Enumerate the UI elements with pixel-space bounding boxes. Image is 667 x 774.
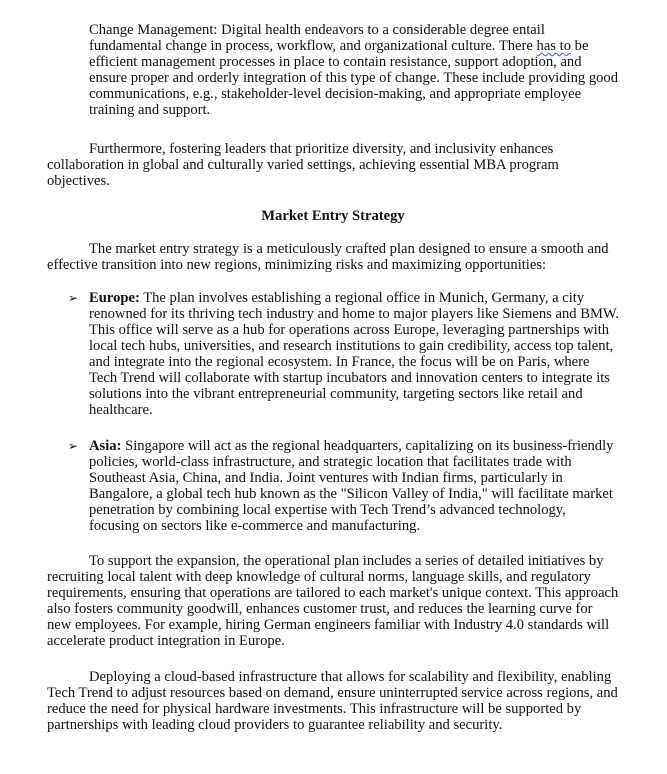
furthermore-paragraph: Furthermore, fostering leaders that prioritize diversity, and inclusivity enhances collaboration in global and culturally varied settings, achieving essential MBA program objectives. xyxy=(47,141,559,189)
grammar-flagged-phrase[interactable]: has to xyxy=(536,38,571,54)
change-management-paragraph xyxy=(89,22,619,118)
cloud-infrastructure-paragraph: Deploying a cloud-based infrastructure that allows for scalability and flexibility, enabling Tech Trend to adjust resources based on demand, ensure uninterrupted service across regions, and reduce the need for physical hardware investments. This infrastructure will be supported by partnerships with leading cloud providers to guarantee reliability and security. xyxy=(47,669,618,733)
bullet-body-europe: The plan involves establishing a regional office in Munich, Germany, a city renowned for its thriving tech industry and home to major players like Siemens and BMW. This office will serve as a hub for operations across Europe, leveraging partnerships with local tech hubs, universities, and research institutions to gain credibility, access top talent, and integrate into the regional ecosystem. In France, the focus will be on Paris, where Tech Trend will collaborate with startup incubators and innovation centers to integrate its solutions into the vibrant entrepreneurial community, targeting sectors like retail and healthcare. xyxy=(89,290,620,418)
change-management-lead: Change Management: Digital health endeavors to a considerable degree entail fundamental change in process, workflow, and organizational culture. There xyxy=(89,22,545,54)
intro-paragraph: The market entry strategy is a meticulously crafted plan designed to ensure a smooth and effective transition into new regions, minimizing risks and maximizing opportunities: xyxy=(47,241,609,273)
arrow-bullet-icon: ➢ xyxy=(68,291,79,305)
section-heading: Market Entry Strategy xyxy=(261,208,405,224)
bullet-title-asia: Asia: xyxy=(89,438,122,454)
bullet-text-asia xyxy=(89,438,619,534)
bullet-title-europe: Europe: xyxy=(89,290,140,306)
change-management-tail: be efficient management processes in place to contain resistance, support adoption, and ensure proper and orderly integration of this type of change. These include providing good communications, e.g., stakeholder-level decision-making, and appropriate employee training and support. xyxy=(89,38,619,118)
bullet-text-europe xyxy=(89,290,619,418)
arrow-bullet-icon: ➢ xyxy=(68,439,79,453)
expansion-paragraph: To support the expansion, the operational plan includes a series of detailed initiatives by recruiting local talent with deep knowledge of cultural norms, language skills, and regulatory requirements, ensuring that operations are tailored to each market's unique context. This approach also fosters community goodwill, enhances customer trust, and reduces the learning curve for new employees. For example, hiring German engineers familiar with Industry 4.0 standards will accelerate product integration in Europe. xyxy=(47,553,619,649)
bullet-body-asia: Singapore will act as the regional headquarters, capitalizing on its business-friendly policies, world-class infrastructure, and strategic location that facilitates trade with Southeast Asia, China, and India. Joint ventures with Indian firms, particularly in Bangalore, a global tech hub known as the "Silicon Valley of India," will facilitate market penetration by combining local expertise with Tech Trend’s advanced technology, focusing on sectors like e-commerce and manufacturing. xyxy=(89,438,614,534)
